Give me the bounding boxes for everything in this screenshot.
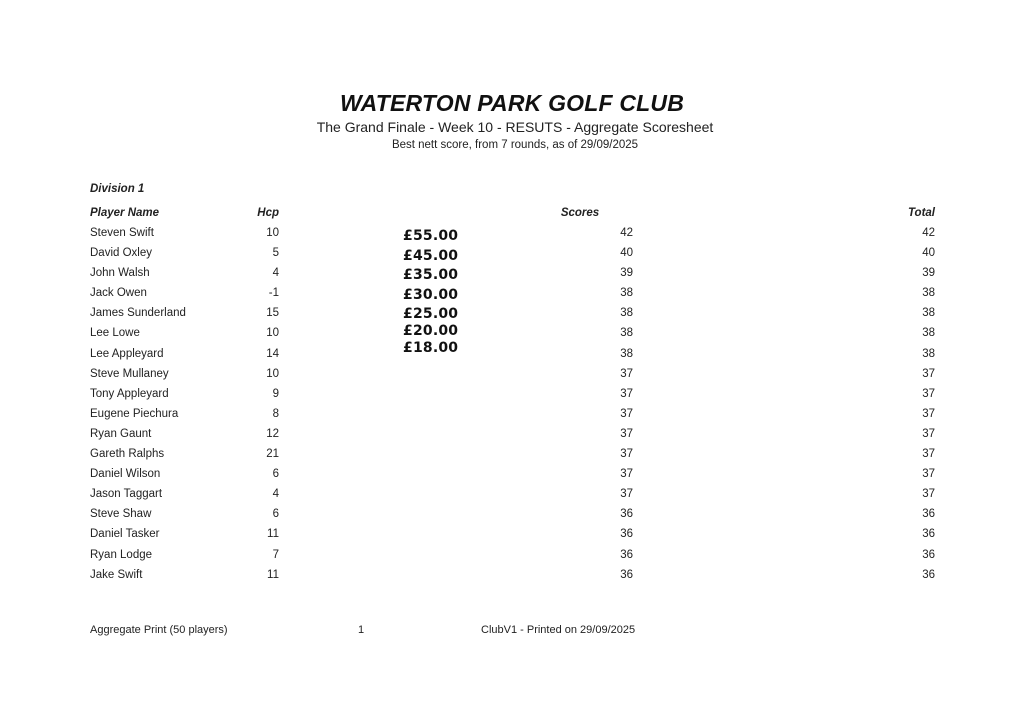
report-note: Best nett score, from 7 rounds, as of 29/09/2025 — [391, 139, 639, 151]
player-name: Daniel Wilson — [90, 468, 161, 481]
table-row — [0, 247, 1024, 267]
player-total: 37 — [922, 488, 935, 501]
prize-amount: £20.00 — [403, 322, 459, 339]
player-score: 37 — [620, 387, 633, 400]
table-row — [0, 428, 1024, 448]
player-total: 36 — [922, 508, 935, 521]
player-total: 36 — [922, 528, 935, 541]
results-table — [0, 227, 1024, 589]
player-name: Gareth Ralphs — [90, 448, 165, 461]
column-header-total: Total — [907, 207, 935, 219]
player-hcp: 12 — [266, 427, 279, 440]
prize-amount: £45.00 — [403, 247, 459, 264]
player-score: 37 — [620, 468, 633, 481]
player-name: James Sunderland — [90, 307, 186, 320]
player-hcp: 11 — [267, 568, 279, 581]
player-name: Eugene Piechura — [90, 407, 179, 420]
player-name: John Walsh — [90, 267, 150, 280]
player-score: 39 — [620, 267, 633, 280]
footer-printed-on: ClubV1 - Printed on 29/09/2025 — [481, 624, 636, 636]
table-row — [0, 287, 1024, 307]
player-hcp: 8 — [272, 407, 279, 420]
player-score: 42 — [620, 227, 633, 239]
player-total: 38 — [922, 307, 935, 320]
player-name: Steve Shaw — [90, 508, 152, 521]
player-score: 37 — [620, 367, 633, 380]
player-hcp: 7 — [272, 548, 279, 561]
player-name: Jason Taggart — [90, 488, 163, 501]
player-name: Daniel Tasker — [90, 528, 160, 541]
player-name: Ryan Gaunt — [90, 427, 152, 440]
player-total: 37 — [922, 367, 935, 380]
player-score: 37 — [620, 427, 633, 440]
player-score: 38 — [620, 307, 633, 320]
player-score: 36 — [620, 508, 633, 521]
table-row — [0, 488, 1024, 508]
prize-amount: £55.00 — [403, 228, 459, 244]
player-hcp: 10 — [266, 327, 279, 340]
player-score: 38 — [620, 287, 633, 300]
player-total: 37 — [922, 407, 935, 420]
player-score: 37 — [620, 488, 633, 501]
player-total: 39 — [922, 267, 935, 280]
prize-amount: £30.00 — [403, 286, 459, 303]
player-hcp: 4 — [272, 488, 279, 501]
table-row — [0, 368, 1024, 388]
club-title: WATERTON PARK GOLF CLUB — [339, 90, 685, 116]
player-total: 37 — [922, 387, 935, 400]
player-hcp: 6 — [272, 468, 279, 481]
table-row — [0, 348, 1024, 368]
division-heading: Division 1 — [90, 183, 145, 195]
player-name: David Oxley — [90, 247, 152, 260]
player-hcp: -1 — [268, 287, 279, 300]
player-total: 40 — [922, 247, 935, 260]
column-header-hcp: Hcp — [257, 207, 279, 219]
player-hcp: 9 — [272, 387, 279, 400]
player-total: 38 — [922, 327, 935, 340]
player-name: Steven Swift — [90, 227, 154, 239]
table-row — [0, 569, 1024, 589]
column-header-scores: Scores — [560, 207, 600, 219]
player-total: 42 — [922, 227, 935, 239]
player-name: Jake Swift — [90, 568, 143, 581]
table-row — [0, 508, 1024, 528]
prize-amount: £25.00 — [403, 306, 459, 322]
player-score: 38 — [620, 327, 633, 340]
player-score: 37 — [620, 448, 633, 461]
player-score: 36 — [620, 528, 633, 541]
player-total: 38 — [922, 287, 935, 300]
player-hcp: 14 — [266, 347, 279, 360]
player-total: 37 — [922, 427, 935, 440]
table-row — [0, 468, 1024, 488]
player-name: Steve Mullaney — [90, 367, 169, 380]
table-row — [0, 388, 1024, 408]
player-hcp: 21 — [266, 448, 279, 461]
player-hcp: 5 — [272, 247, 279, 260]
player-score: 36 — [620, 548, 633, 561]
player-score: 36 — [620, 568, 633, 581]
table-row — [0, 327, 1024, 347]
player-total: 38 — [922, 347, 935, 360]
prize-amount: £18.00 — [403, 340, 459, 356]
player-hcp: 6 — [272, 508, 279, 521]
player-name: Jack Owen — [90, 287, 147, 300]
player-total: 36 — [922, 548, 935, 561]
player-hcp: 4 — [272, 267, 279, 280]
table-row — [0, 227, 1024, 247]
player-total: 37 — [922, 468, 935, 481]
player-name: Lee Appleyard — [90, 347, 164, 360]
footer-page-number: 1 — [358, 624, 365, 636]
player-name: Lee Lowe — [90, 327, 140, 340]
player-score: 40 — [620, 247, 633, 260]
prize-amount: £35.00 — [403, 267, 459, 283]
player-hcp: 15 — [266, 307, 279, 320]
player-hcp: 10 — [266, 227, 279, 239]
player-score: 37 — [620, 407, 633, 420]
player-total: 37 — [922, 448, 935, 461]
column-header-player-name: Player Name — [90, 207, 160, 219]
table-row — [0, 549, 1024, 569]
player-total: 36 — [922, 568, 935, 581]
player-name: Tony Appleyard — [90, 387, 169, 400]
table-row — [0, 307, 1024, 327]
table-row — [0, 448, 1024, 468]
footer-print-info: Aggregate Print (50 players) — [90, 624, 228, 636]
player-name: Ryan Lodge — [90, 548, 153, 561]
table-row — [0, 528, 1024, 548]
report-subtitle: The Grand Finale - Week 10 - RESUTS - Aggregate Scoresheet — [316, 119, 714, 135]
table-row — [0, 267, 1024, 287]
player-score: 38 — [620, 347, 633, 360]
player-hcp: 11 — [267, 528, 279, 541]
player-hcp: 10 — [266, 367, 279, 380]
table-row — [0, 408, 1024, 428]
